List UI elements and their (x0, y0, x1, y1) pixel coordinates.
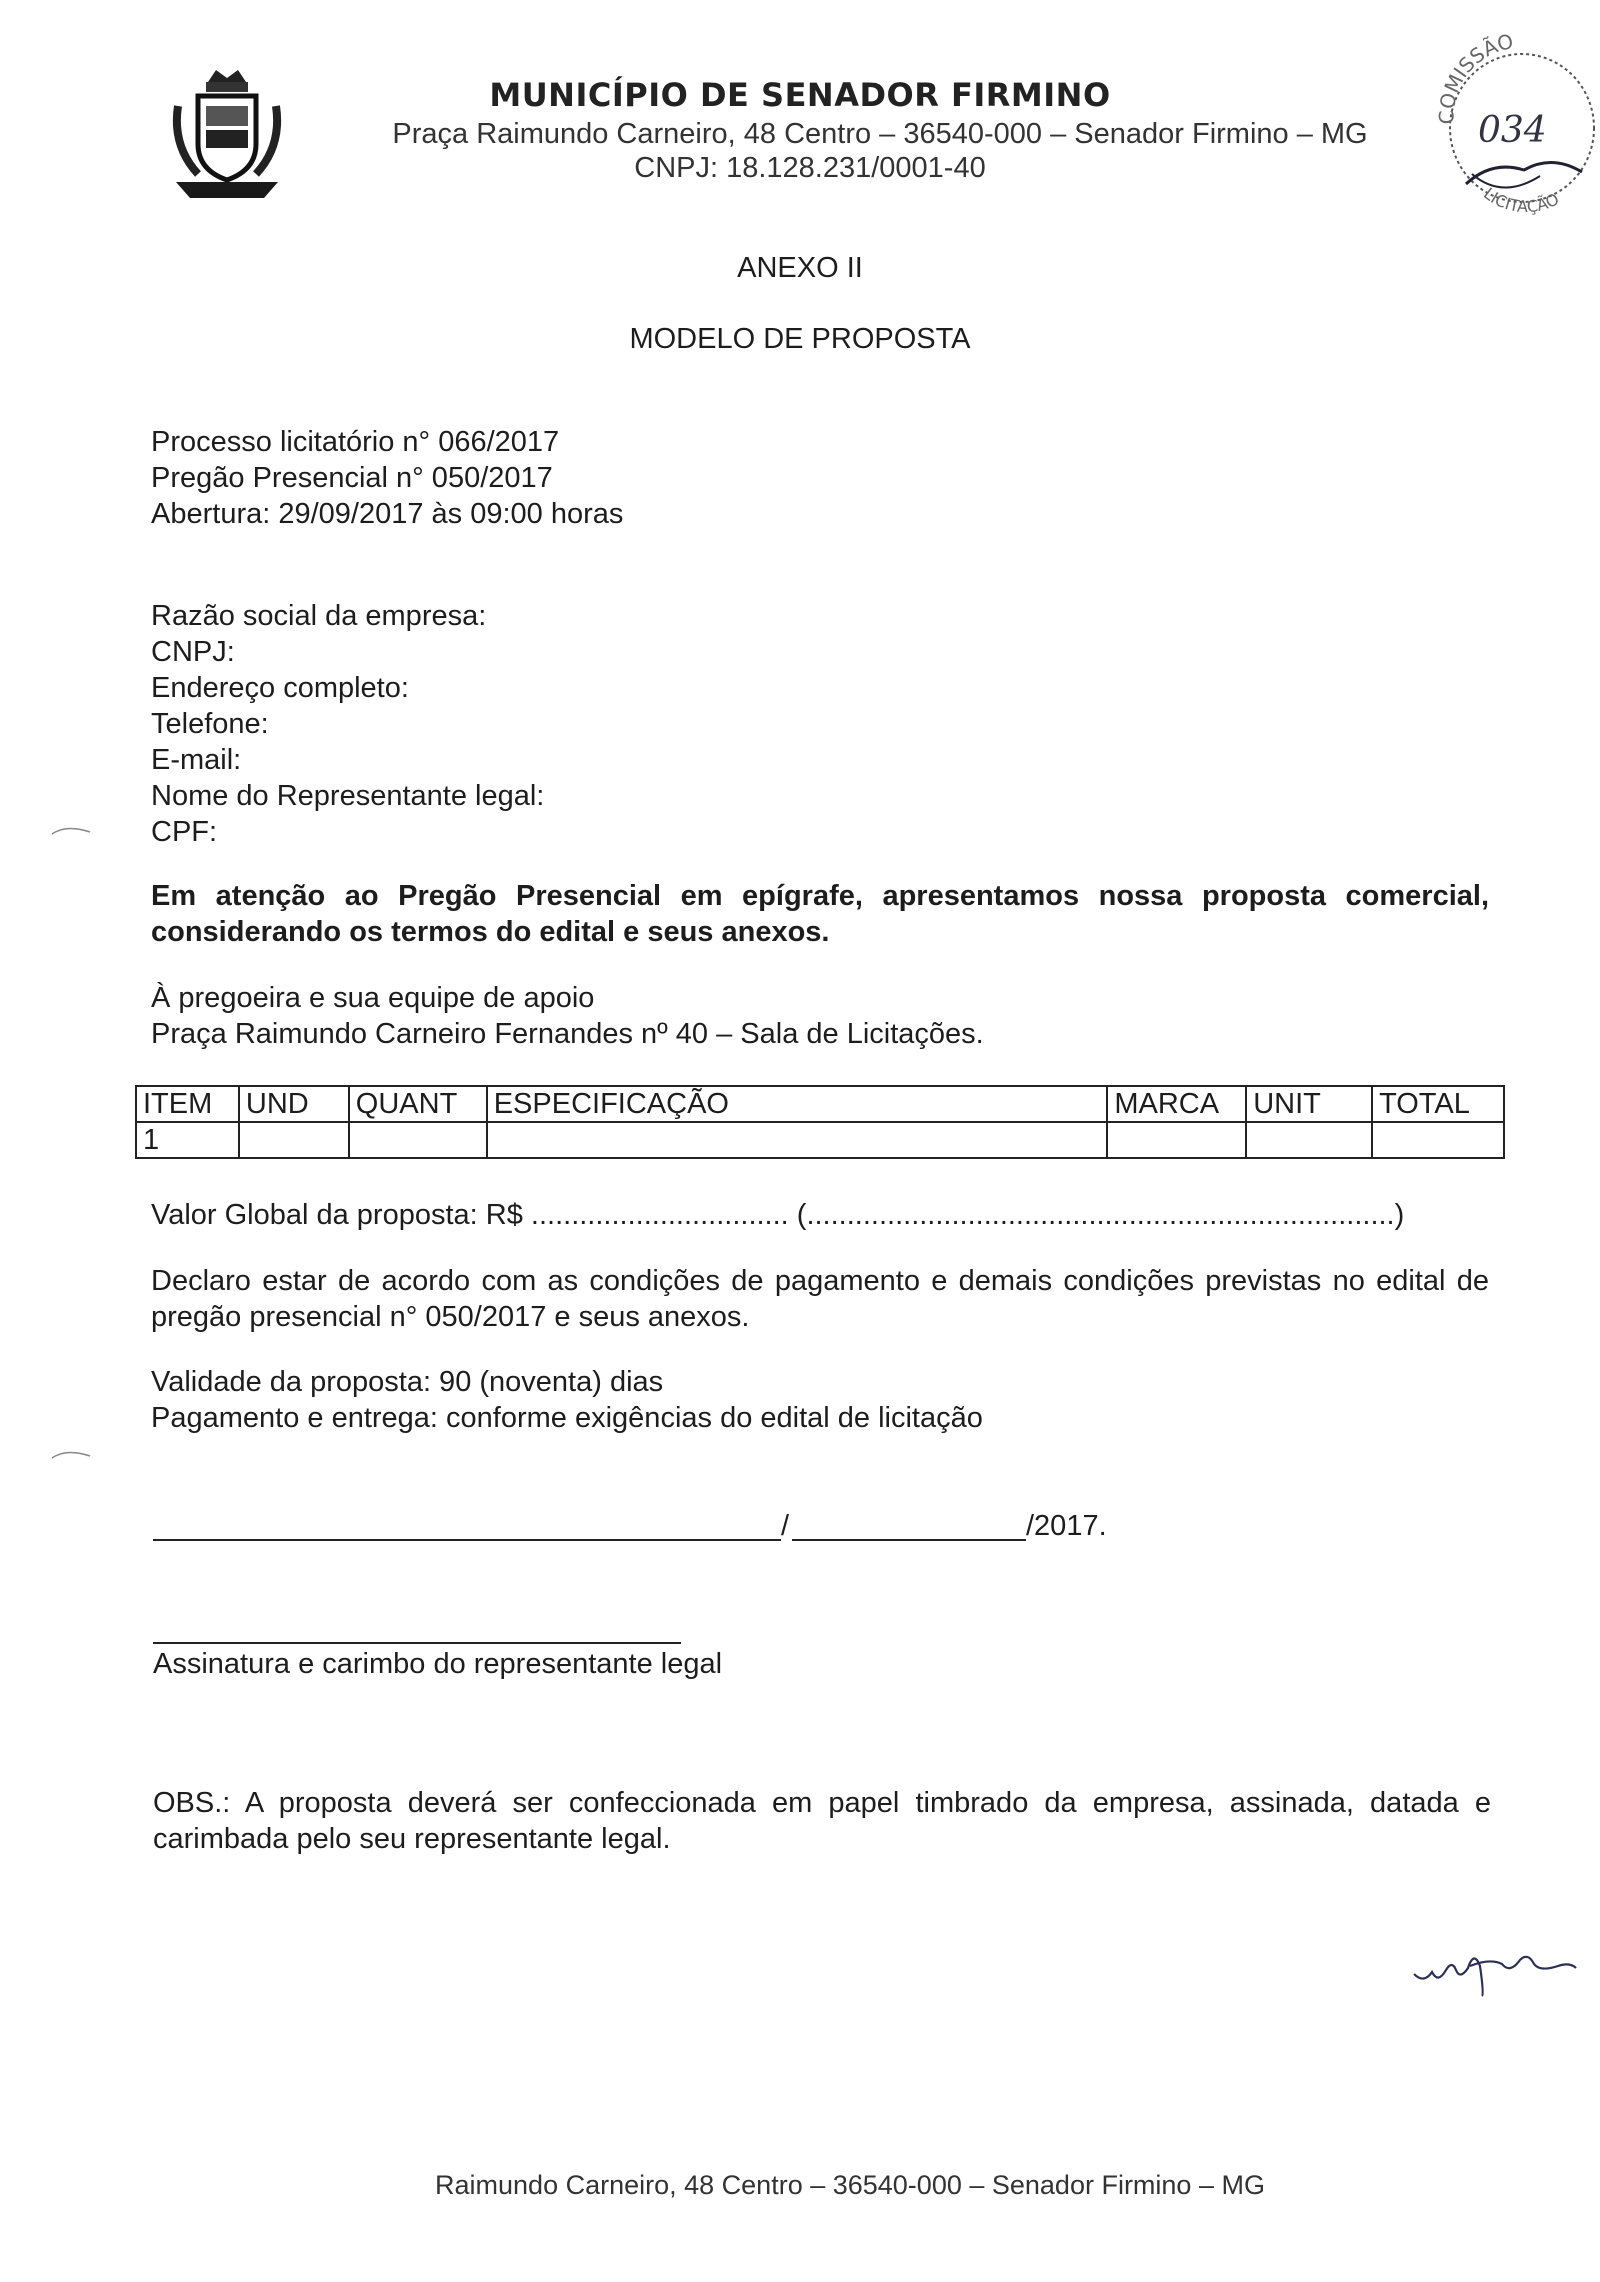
cell-total (1372, 1122, 1504, 1158)
date-year: /2017. (1026, 1510, 1107, 1542)
document-title: MODELO DE PROPOSTA (629, 323, 971, 355)
commission-stamp (1432, 24, 1600, 224)
cell-specification (487, 1122, 1108, 1158)
representative-cpf-field: CPF: (151, 816, 218, 848)
table-row (136, 1122, 1504, 1158)
recipient-line: À pregoeira e sua equipe de apoio (151, 982, 595, 1014)
company-phone-field: Telefone: (151, 708, 269, 740)
signature-line (153, 1642, 681, 1644)
payment-terms: Pagamento e entrega: conforme exigências do edital de licitação (151, 1402, 983, 1434)
header-quantity: QUANT (349, 1086, 487, 1122)
company-address-field: Endereço completo: (151, 672, 409, 704)
legal-representative-field: Nome do Representante legal: (151, 780, 545, 812)
header-specification: ESPECIFICAÇÃO (487, 1086, 1108, 1122)
header-unit: UND (239, 1086, 349, 1122)
cell-item: 1 (136, 1122, 239, 1158)
municipality-title: MUNICÍPIO DE SENADOR FIRMINO (489, 76, 1111, 114)
header-unit-price: UNIT (1246, 1086, 1372, 1122)
company-name-field: Razão social da empresa: (151, 600, 487, 632)
global-value-line: Valor Global da proposta: R$ ................................ (.........................................................................) (151, 1199, 1405, 1231)
annex-heading: ANEXO II (737, 252, 863, 284)
date-month-line (792, 1539, 1026, 1541)
header-brand: MARCA (1107, 1086, 1246, 1122)
company-cnpj-field: CNPJ: (151, 636, 235, 668)
recipient-address: Praça Raimundo Carneiro Fernandes nº 40 – Sala de Licitações. (151, 1018, 984, 1050)
cell-unit (239, 1122, 349, 1158)
municipality-address: Praça Raimundo Carneiro, 48 Centro – 36540-000 – Senador Firmino – MG (392, 118, 1368, 150)
proposal-validity: Validade da proposta: 90 (noventa) dias (151, 1366, 664, 1398)
margin-pencil-mark (50, 1446, 94, 1462)
cell-unit-price (1246, 1122, 1372, 1158)
svg-text:034: 034 (1478, 110, 1547, 151)
date-separator: / (781, 1510, 790, 1542)
cell-brand (1107, 1122, 1246, 1158)
company-email-field: E-mail: (151, 744, 242, 776)
cell-quantity (349, 1122, 487, 1158)
municipality-cnpj: CNPJ: 18.128.231/0001-40 (634, 152, 986, 184)
declaration-paragraph: Declaro estar de acordo com as condições de pagamento e demais condições previstas no edital de pregão presencial n° 050/2017 e seus anexos. (151, 1265, 1489, 1333)
process-number: Processo licitatório n° 066/2017 (151, 426, 560, 458)
observation-paragraph: OBS.: A proposta deverá ser confeccionada em papel timbrado da empresa, assinada, datada e carimbada pelo seu representante legal. (153, 1787, 1491, 1855)
proposal-items-table (135, 1085, 1505, 1159)
date-day-line (153, 1539, 781, 1541)
table-header-row (136, 1086, 1504, 1122)
signature-label: Assinatura e carimbo do representante legal (153, 1648, 723, 1680)
margin-pencil-mark (50, 822, 94, 838)
header-total: TOTAL (1372, 1086, 1504, 1122)
opening-date: Abertura: 29/09/2017 às 09:00 horas (151, 498, 624, 530)
svg-text:LICITAÇÃO: LICITAÇÃO (1480, 183, 1562, 217)
header-item: ITEM (136, 1086, 239, 1122)
auction-number: Pregão Presencial n° 050/2017 (151, 462, 553, 494)
intro-paragraph: Em atenção ao Pregão Presencial em epígrafe, apresentamos nossa proposta comercial, considerando os termos do edital e seus anexos. (151, 880, 1489, 948)
handwritten-initials (1410, 1940, 1580, 2000)
footer-address: Raimundo Carneiro, 48 Centro – 36540-000 – Senador Firmino – MG (435, 2170, 1265, 2200)
svg-text:COMISSÃO: COMISSÃO (1434, 28, 1516, 125)
